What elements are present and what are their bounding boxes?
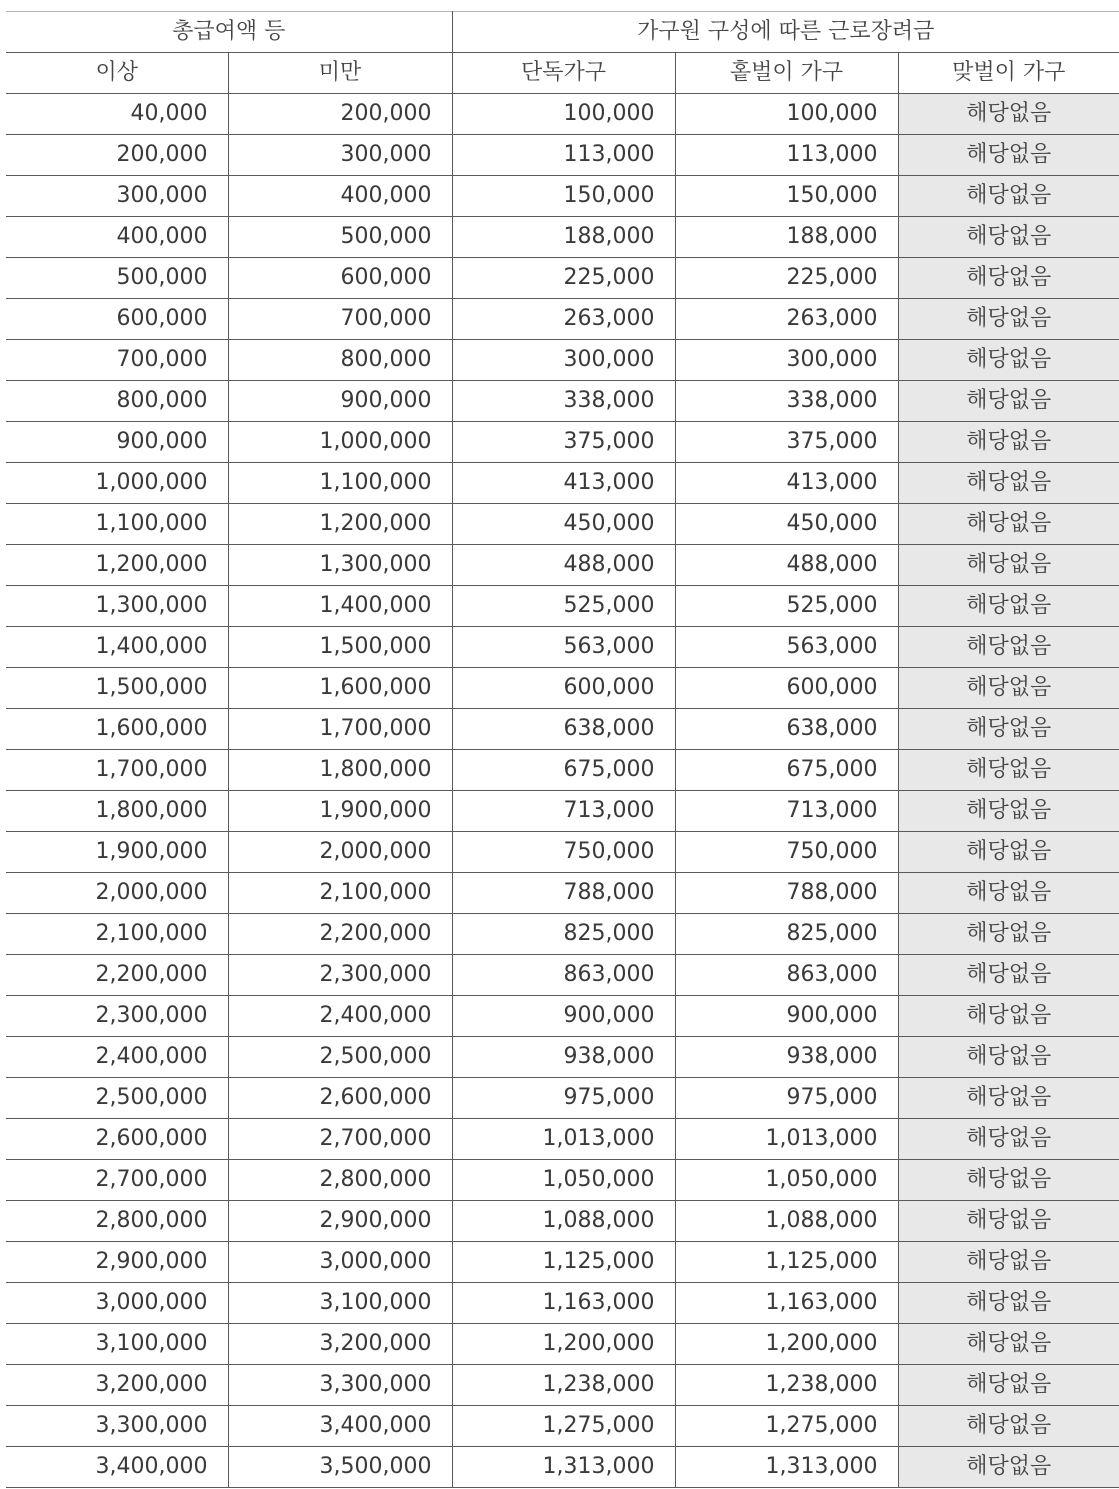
cell-dual-earner-household: 해당없음 xyxy=(898,94,1119,135)
table-row xyxy=(6,1324,1119,1365)
cell-dual-earner-household: 해당없음 xyxy=(898,545,1119,586)
cell-single-household: 1,013,000 xyxy=(452,1119,675,1160)
cell-dual-earner-household: 해당없음 xyxy=(898,791,1119,832)
cell-dual-earner-household: 해당없음 xyxy=(898,1283,1119,1324)
table-row xyxy=(6,750,1119,791)
cell-single-earner-household: 450,000 xyxy=(675,504,898,545)
cell-dual-earner-household: 해당없음 xyxy=(898,627,1119,668)
cell-single-household: 713,000 xyxy=(452,791,675,832)
cell-single-household: 675,000 xyxy=(452,750,675,791)
table-row xyxy=(6,340,1119,381)
cell-single-earner-household: 1,050,000 xyxy=(675,1160,898,1201)
cell-single-earner-household: 825,000 xyxy=(675,914,898,955)
cell-single-household: 1,238,000 xyxy=(452,1365,675,1406)
header-group-row xyxy=(6,12,1119,53)
cell-dual-earner-household: 해당없음 xyxy=(898,586,1119,627)
cell-min: 1,300,000 xyxy=(6,586,228,627)
cell-dual-earner-household: 해당없음 xyxy=(898,955,1119,996)
cell-dual-earner-household: 해당없음 xyxy=(898,1119,1119,1160)
cell-dual-earner-household: 해당없음 xyxy=(898,1324,1119,1365)
cell-single-household: 1,275,000 xyxy=(452,1406,675,1447)
cell-max: 3,500,000 xyxy=(228,1447,452,1488)
cell-single-household: 638,000 xyxy=(452,709,675,750)
cell-dual-earner-household: 해당없음 xyxy=(898,709,1119,750)
cell-dual-earner-household: 해당없음 xyxy=(898,1201,1119,1242)
cell-single-household: 300,000 xyxy=(452,340,675,381)
cell-min: 2,300,000 xyxy=(6,996,228,1037)
header-dual-earner-household: 맞벌이 가구 xyxy=(898,53,1119,94)
cell-min: 3,400,000 xyxy=(6,1447,228,1488)
cell-dual-earner-household: 해당없음 xyxy=(898,463,1119,504)
cell-min: 2,400,000 xyxy=(6,1037,228,1078)
cell-dual-earner-household: 해당없음 xyxy=(898,217,1119,258)
cell-single-household: 1,313,000 xyxy=(452,1447,675,1488)
table-row xyxy=(6,258,1119,299)
cell-single-earner-household: 638,000 xyxy=(675,709,898,750)
cell-max: 2,700,000 xyxy=(228,1119,452,1160)
cell-dual-earner-household: 해당없음 xyxy=(898,422,1119,463)
cell-dual-earner-household: 해당없음 xyxy=(898,668,1119,709)
cell-min: 600,000 xyxy=(6,299,228,340)
cell-single-household: 375,000 xyxy=(452,422,675,463)
table-row xyxy=(6,135,1119,176)
cell-single-household: 1,163,000 xyxy=(452,1283,675,1324)
cell-single-earner-household: 113,000 xyxy=(675,135,898,176)
cell-min: 2,600,000 xyxy=(6,1119,228,1160)
cell-min: 2,100,000 xyxy=(6,914,228,955)
cell-single-earner-household: 788,000 xyxy=(675,873,898,914)
cell-single-earner-household: 1,163,000 xyxy=(675,1283,898,1324)
cell-single-earner-household: 413,000 xyxy=(675,463,898,504)
header-single-household: 단독가구 xyxy=(452,53,675,94)
table-row xyxy=(6,381,1119,422)
table-row xyxy=(6,1365,1119,1406)
cell-max: 300,000 xyxy=(228,135,452,176)
cell-single-earner-household: 863,000 xyxy=(675,955,898,996)
cell-single-household: 338,000 xyxy=(452,381,675,422)
cell-single-household: 1,050,000 xyxy=(452,1160,675,1201)
cell-max: 200,000 xyxy=(228,94,452,135)
cell-single-household: 938,000 xyxy=(452,1037,675,1078)
cell-dual-earner-household: 해당없음 xyxy=(898,1037,1119,1078)
cell-dual-earner-household: 해당없음 xyxy=(898,1365,1119,1406)
cell-dual-earner-household: 해당없음 xyxy=(898,1160,1119,1201)
cell-max: 3,200,000 xyxy=(228,1324,452,1365)
cell-min: 1,900,000 xyxy=(6,832,228,873)
cell-max: 1,200,000 xyxy=(228,504,452,545)
cell-single-earner-household: 300,000 xyxy=(675,340,898,381)
cell-min: 2,000,000 xyxy=(6,873,228,914)
cell-dual-earner-household: 해당없음 xyxy=(898,750,1119,791)
cell-single-household: 113,000 xyxy=(452,135,675,176)
header-max: 미만 xyxy=(228,53,452,94)
cell-single-earner-household: 488,000 xyxy=(675,545,898,586)
cell-min: 1,800,000 xyxy=(6,791,228,832)
cell-single-earner-household: 975,000 xyxy=(675,1078,898,1119)
table-row xyxy=(6,1119,1119,1160)
cell-single-earner-household: 900,000 xyxy=(675,996,898,1037)
cell-min: 2,900,000 xyxy=(6,1242,228,1283)
cell-max: 2,200,000 xyxy=(228,914,452,955)
earned-income-incentive-table xyxy=(6,11,1119,1488)
cell-dual-earner-household: 해당없음 xyxy=(898,299,1119,340)
cell-single-earner-household: 938,000 xyxy=(675,1037,898,1078)
cell-min: 300,000 xyxy=(6,176,228,217)
cell-single-household: 900,000 xyxy=(452,996,675,1037)
cell-single-household: 525,000 xyxy=(452,586,675,627)
cell-dual-earner-household: 해당없음 xyxy=(898,832,1119,873)
table-row xyxy=(6,504,1119,545)
cell-single-earner-household: 1,013,000 xyxy=(675,1119,898,1160)
cell-min: 2,700,000 xyxy=(6,1160,228,1201)
cell-min: 400,000 xyxy=(6,217,228,258)
cell-min: 3,100,000 xyxy=(6,1324,228,1365)
cell-min: 1,000,000 xyxy=(6,463,228,504)
cell-single-earner-household: 150,000 xyxy=(675,176,898,217)
cell-max: 1,300,000 xyxy=(228,545,452,586)
cell-max: 1,500,000 xyxy=(228,627,452,668)
table-row xyxy=(6,1406,1119,1447)
cell-max: 1,900,000 xyxy=(228,791,452,832)
cell-max: 2,400,000 xyxy=(228,996,452,1037)
cell-single-household: 825,000 xyxy=(452,914,675,955)
cell-dual-earner-household: 해당없음 xyxy=(898,1078,1119,1119)
cell-single-earner-household: 525,000 xyxy=(675,586,898,627)
cell-single-earner-household: 225,000 xyxy=(675,258,898,299)
incentive-table-container xyxy=(6,11,1119,1488)
table-row xyxy=(6,176,1119,217)
table-row xyxy=(6,463,1119,504)
cell-min: 500,000 xyxy=(6,258,228,299)
cell-single-earner-household: 263,000 xyxy=(675,299,898,340)
cell-single-household: 1,088,000 xyxy=(452,1201,675,1242)
table-row xyxy=(6,1160,1119,1201)
cell-dual-earner-household: 해당없음 xyxy=(898,1406,1119,1447)
cell-max: 3,300,000 xyxy=(228,1365,452,1406)
table-row xyxy=(6,94,1119,135)
table-row xyxy=(6,1078,1119,1119)
cell-min: 1,600,000 xyxy=(6,709,228,750)
table-row xyxy=(6,873,1119,914)
table-row xyxy=(6,832,1119,873)
cell-min: 2,500,000 xyxy=(6,1078,228,1119)
cell-single-household: 563,000 xyxy=(452,627,675,668)
header-single-earner-household: 홑벌이 가구 xyxy=(675,53,898,94)
table-row xyxy=(6,791,1119,832)
cell-min: 3,000,000 xyxy=(6,1283,228,1324)
cell-single-household: 263,000 xyxy=(452,299,675,340)
cell-max: 2,300,000 xyxy=(228,955,452,996)
table-row xyxy=(6,299,1119,340)
cell-single-household: 188,000 xyxy=(452,217,675,258)
cell-max: 2,000,000 xyxy=(228,832,452,873)
cell-max: 1,100,000 xyxy=(228,463,452,504)
cell-single-household: 100,000 xyxy=(452,94,675,135)
cell-single-household: 488,000 xyxy=(452,545,675,586)
table-row xyxy=(6,627,1119,668)
cell-single-earner-household: 1,238,000 xyxy=(675,1365,898,1406)
cell-single-earner-household: 188,000 xyxy=(675,217,898,258)
cell-max: 700,000 xyxy=(228,299,452,340)
cell-min: 1,700,000 xyxy=(6,750,228,791)
cell-max: 600,000 xyxy=(228,258,452,299)
cell-max: 2,500,000 xyxy=(228,1037,452,1078)
table-row xyxy=(6,545,1119,586)
cell-single-household: 1,200,000 xyxy=(452,1324,675,1365)
header-incentive-by-household: 가구원 구성에 따른 근로장려금 xyxy=(452,12,1119,53)
cell-single-earner-household: 1,088,000 xyxy=(675,1201,898,1242)
cell-single-earner-household: 375,000 xyxy=(675,422,898,463)
cell-max: 1,000,000 xyxy=(228,422,452,463)
table-header xyxy=(6,12,1119,94)
cell-single-household: 975,000 xyxy=(452,1078,675,1119)
table-row xyxy=(6,955,1119,996)
cell-single-earner-household: 100,000 xyxy=(675,94,898,135)
cell-single-household: 1,125,000 xyxy=(452,1242,675,1283)
cell-max: 500,000 xyxy=(228,217,452,258)
table-row xyxy=(6,1447,1119,1488)
table-row xyxy=(6,668,1119,709)
cell-max: 1,700,000 xyxy=(228,709,452,750)
cell-single-earner-household: 1,313,000 xyxy=(675,1447,898,1488)
cell-min: 1,500,000 xyxy=(6,668,228,709)
cell-single-earner-household: 1,275,000 xyxy=(675,1406,898,1447)
table-row xyxy=(6,709,1119,750)
cell-min: 800,000 xyxy=(6,381,228,422)
table-row xyxy=(6,586,1119,627)
cell-min: 1,400,000 xyxy=(6,627,228,668)
cell-min: 2,800,000 xyxy=(6,1201,228,1242)
cell-single-household: 225,000 xyxy=(452,258,675,299)
cell-max: 800,000 xyxy=(228,340,452,381)
cell-max: 3,000,000 xyxy=(228,1242,452,1283)
cell-max: 900,000 xyxy=(228,381,452,422)
cell-single-earner-household: 600,000 xyxy=(675,668,898,709)
cell-single-earner-household: 713,000 xyxy=(675,791,898,832)
cell-single-earner-household: 1,125,000 xyxy=(675,1242,898,1283)
cell-min: 40,000 xyxy=(6,94,228,135)
cell-single-household: 450,000 xyxy=(452,504,675,545)
cell-dual-earner-household: 해당없음 xyxy=(898,135,1119,176)
cell-min: 1,100,000 xyxy=(6,504,228,545)
cell-dual-earner-household: 해당없음 xyxy=(898,340,1119,381)
table-row xyxy=(6,1201,1119,1242)
cell-max: 2,900,000 xyxy=(228,1201,452,1242)
header-column-row xyxy=(6,53,1119,94)
cell-min: 3,200,000 xyxy=(6,1365,228,1406)
header-total-salary: 총급여액 등 xyxy=(6,12,452,53)
table-row xyxy=(6,1283,1119,1324)
cell-min: 2,200,000 xyxy=(6,955,228,996)
cell-single-household: 750,000 xyxy=(452,832,675,873)
cell-single-household: 863,000 xyxy=(452,955,675,996)
cell-single-earner-household: 750,000 xyxy=(675,832,898,873)
cell-max: 2,600,000 xyxy=(228,1078,452,1119)
table-row xyxy=(6,914,1119,955)
table-row xyxy=(6,1242,1119,1283)
header-min: 이상 xyxy=(6,53,228,94)
cell-min: 900,000 xyxy=(6,422,228,463)
cell-max: 2,100,000 xyxy=(228,873,452,914)
cell-dual-earner-household: 해당없음 xyxy=(898,176,1119,217)
cell-single-household: 788,000 xyxy=(452,873,675,914)
table-row xyxy=(6,217,1119,258)
cell-max: 400,000 xyxy=(228,176,452,217)
cell-single-earner-household: 1,200,000 xyxy=(675,1324,898,1365)
cell-max: 2,800,000 xyxy=(228,1160,452,1201)
cell-single-household: 413,000 xyxy=(452,463,675,504)
cell-max: 1,800,000 xyxy=(228,750,452,791)
cell-dual-earner-household: 해당없음 xyxy=(898,996,1119,1037)
cell-dual-earner-household: 해당없음 xyxy=(898,873,1119,914)
cell-min: 3,300,000 xyxy=(6,1406,228,1447)
cell-single-earner-household: 563,000 xyxy=(675,627,898,668)
cell-dual-earner-household: 해당없음 xyxy=(898,258,1119,299)
cell-single-household: 150,000 xyxy=(452,176,675,217)
cell-max: 1,400,000 xyxy=(228,586,452,627)
table-body xyxy=(6,94,1119,1488)
table-row xyxy=(6,996,1119,1037)
cell-dual-earner-household: 해당없음 xyxy=(898,1447,1119,1488)
cell-max: 3,400,000 xyxy=(228,1406,452,1447)
cell-max: 3,100,000 xyxy=(228,1283,452,1324)
cell-single-household: 600,000 xyxy=(452,668,675,709)
table-row xyxy=(6,1037,1119,1078)
cell-dual-earner-household: 해당없음 xyxy=(898,1242,1119,1283)
cell-min: 200,000 xyxy=(6,135,228,176)
cell-single-earner-household: 675,000 xyxy=(675,750,898,791)
cell-min: 1,200,000 xyxy=(6,545,228,586)
cell-dual-earner-household: 해당없음 xyxy=(898,381,1119,422)
cell-dual-earner-household: 해당없음 xyxy=(898,504,1119,545)
table-row xyxy=(6,422,1119,463)
cell-single-earner-household: 338,000 xyxy=(675,381,898,422)
cell-min: 700,000 xyxy=(6,340,228,381)
cell-dual-earner-household: 해당없음 xyxy=(898,914,1119,955)
cell-max: 1,600,000 xyxy=(228,668,452,709)
